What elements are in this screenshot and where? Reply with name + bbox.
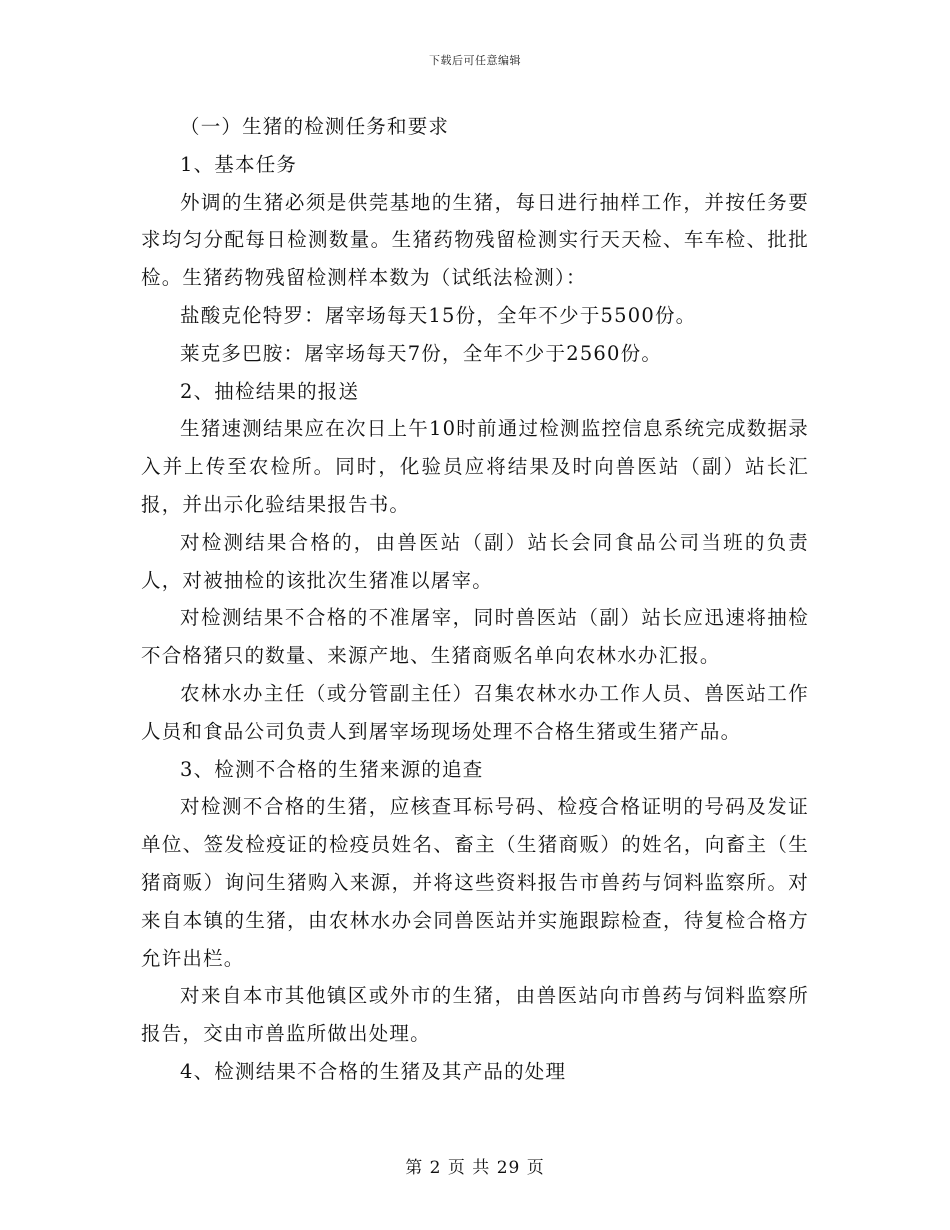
subsection-heading: 2、抽检结果的报送 xyxy=(180,379,360,403)
paragraph: 对检测结果不合格的不准屠宰，同时兽医站（副）站长应迅速将抽检不合格猪只的数量、来源产地、生猪商贩名单向农林水办汇报。 xyxy=(141,606,809,668)
subsection-heading: 3、检测不合格的生猪来源的追查 xyxy=(180,757,484,781)
page-footer: 第 2 页 共 29 页 xyxy=(405,1158,545,1178)
paragraph: 农林水办主任（或分管副主任）召集农林水办工作人员、兽医站工作人员和食品公司负责人到屠宰场现场处理不合格生猪或生猪产品。 xyxy=(141,681,809,743)
document-body xyxy=(141,108,809,1091)
paragraph: 对检测不合格的生猪，应核查耳标号码、检疫合格证明的号码及发证单位、签发检疫证的检疫员姓名、畜主（生猪商贩）的姓名，向畜主（生猪商贩）询问生猪购入来源，并将这些资料报告市兽药与饲料监察所。对来自本镇的生猪，由农林水办会同兽医站并实施跟踪检查，待复检合格方允许出栏。 xyxy=(141,795,809,970)
paragraph: 盐酸克伦特罗：屠宰场每天15份，全年不少于5500份。 xyxy=(180,303,697,327)
page-header: 下载后可任意编辑 xyxy=(429,54,521,67)
paragraph: 莱克多巴胺：屠宰场每天7份，全年不少于2560份。 xyxy=(180,341,663,365)
paragraph: 对来自本市其他镇区或外市的生猪，由兽医站向市兽药与饲料监察所报告，交由市兽监所做出处理。 xyxy=(141,984,809,1046)
paragraph: 生猪速测结果应在次日上午10时前通过检测监控信息系统完成数据录入并上传至农检所。同时，化验员应将结果及时向兽医站（副）站长汇报，并出示化验结果报告书。 xyxy=(141,417,809,516)
subsection-heading: 4、检测结果不合格的生猪及其产品的处理 xyxy=(180,1059,567,1083)
section-heading: （一）生猪的检测任务和要求 xyxy=(180,115,450,138)
paragraph: 对检测结果合格的，由兽医站（副）站长会同食品公司当班的负责人，对被抽检的该批次生猪准以屠宰。 xyxy=(141,530,809,592)
subsection-heading: 1、基本任务 xyxy=(180,152,298,176)
paragraph: 外调的生猪必须是供莞基地的生猪，每日进行抽样工作，并按任务要求均匀分配每日检测数量。生猪药物残留检测实行天天检、车车检、批批检。生猪药物残留检测样本数为（试纸法检测）： xyxy=(141,190,809,290)
